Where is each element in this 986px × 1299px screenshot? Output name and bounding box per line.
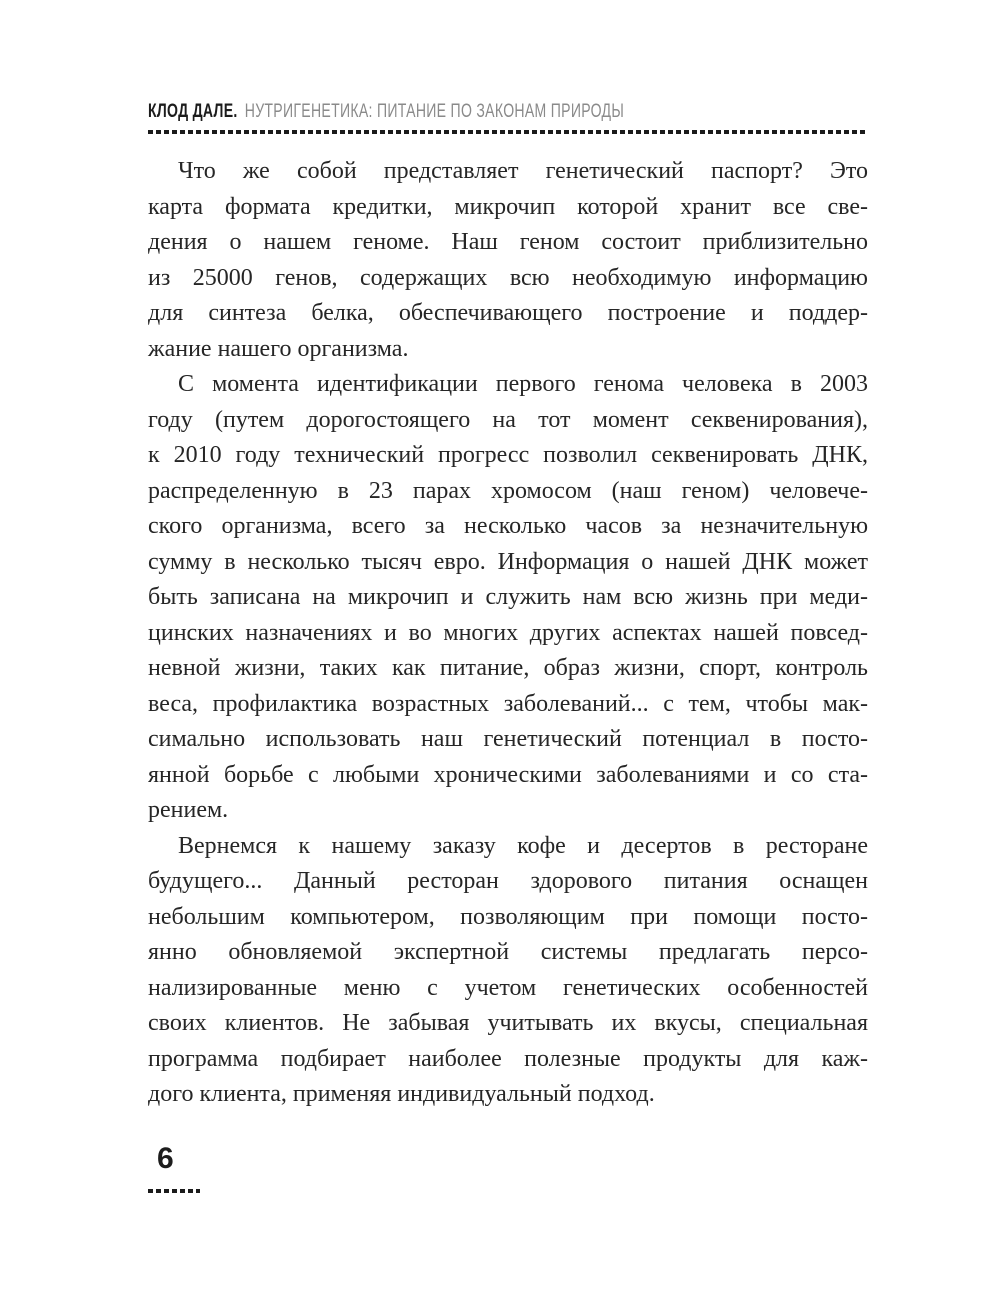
text-line: году (путем дорогостоящего на тот момент секвенирования), bbox=[148, 406, 868, 433]
text-line: нализированные меню с учетом генетических особенностей bbox=[148, 974, 868, 1001]
text-line: Что же собой представляет генетический паспорт? Это bbox=[178, 158, 868, 184]
text-line: веса, профилактика возрастных заболеваний... с тем, чтобы мак- bbox=[148, 690, 868, 717]
text-line: из 25000 генов, содержащих всю необходимую информацию bbox=[148, 264, 868, 291]
text-line: дого клиента, применяя индивидуальный подход. bbox=[148, 1081, 655, 1107]
text-line: небольшим компьютером, позволяющим при помощи посто- bbox=[148, 903, 868, 930]
running-head bbox=[148, 101, 624, 123]
text-line: Вернемся к нашему заказу кофе и десертов в ресторане bbox=[178, 832, 868, 859]
page-number: 6 bbox=[157, 1142, 174, 1175]
text-line: янно обновляемой экспертной системы предлагать персо- bbox=[148, 939, 868, 965]
text-line: С момента идентификации первого генома человека в 2003 bbox=[178, 371, 868, 397]
text-line: жание нашего организма. bbox=[148, 335, 409, 362]
text-line: сумму в несколько тысяч евро. Информация о нашей ДНК может bbox=[148, 548, 868, 575]
text-line: своих клиентов. Не забывая учитывать их вкусы, специальная bbox=[148, 1010, 868, 1036]
text-line: янной борьбе с любыми хроническими заболеваниями и со ста- bbox=[148, 761, 868, 788]
text-line: рением. bbox=[148, 797, 229, 823]
text-line: для синтеза белка, обеспечивающего построение и поддер- bbox=[148, 300, 868, 326]
text-line: программа подбирает наиболее полезные продукты для каж- bbox=[148, 1045, 868, 1072]
text-line: распределенную в 23 парах хромосом (наш геном) человече- bbox=[148, 477, 868, 504]
body-text bbox=[148, 154, 868, 1113]
header-dotted-rule bbox=[148, 130, 868, 134]
text-line: симально использовать наш генетический потенциал в посто- bbox=[148, 726, 868, 752]
text-line: невной жизни, таких как питание, образ жизни, спорт, контроль bbox=[148, 655, 868, 681]
text-line: карта формата кредитки, микрочип которой хранит все све- bbox=[148, 193, 868, 220]
footer-dotted-rule bbox=[148, 1189, 200, 1193]
text-line: дения о нашем геноме. Наш геном состоит приблизительно bbox=[148, 229, 868, 255]
header-author: КЛОД ДАЛЕ. bbox=[148, 101, 238, 122]
header-book-title: НУТРИГЕНЕТИКА: ПИТАНИЕ ПО ЗАКОНАМ ПРИРОДЫ bbox=[244, 101, 625, 122]
text-line: ского организма, всего за несколько часов за незначительную bbox=[148, 513, 868, 539]
text-line: будущего... Данный ресторан здорового питания оснащен bbox=[148, 868, 868, 894]
text-line: быть записана на микрочип и служить нам всю жизнь при меди- bbox=[148, 584, 868, 610]
text-line: цинских назначениях и во многих других аспектах нашей повсед- bbox=[148, 619, 868, 646]
text-line: к 2010 году технический прогресс позволил секвенировать ДНК, bbox=[148, 442, 868, 468]
